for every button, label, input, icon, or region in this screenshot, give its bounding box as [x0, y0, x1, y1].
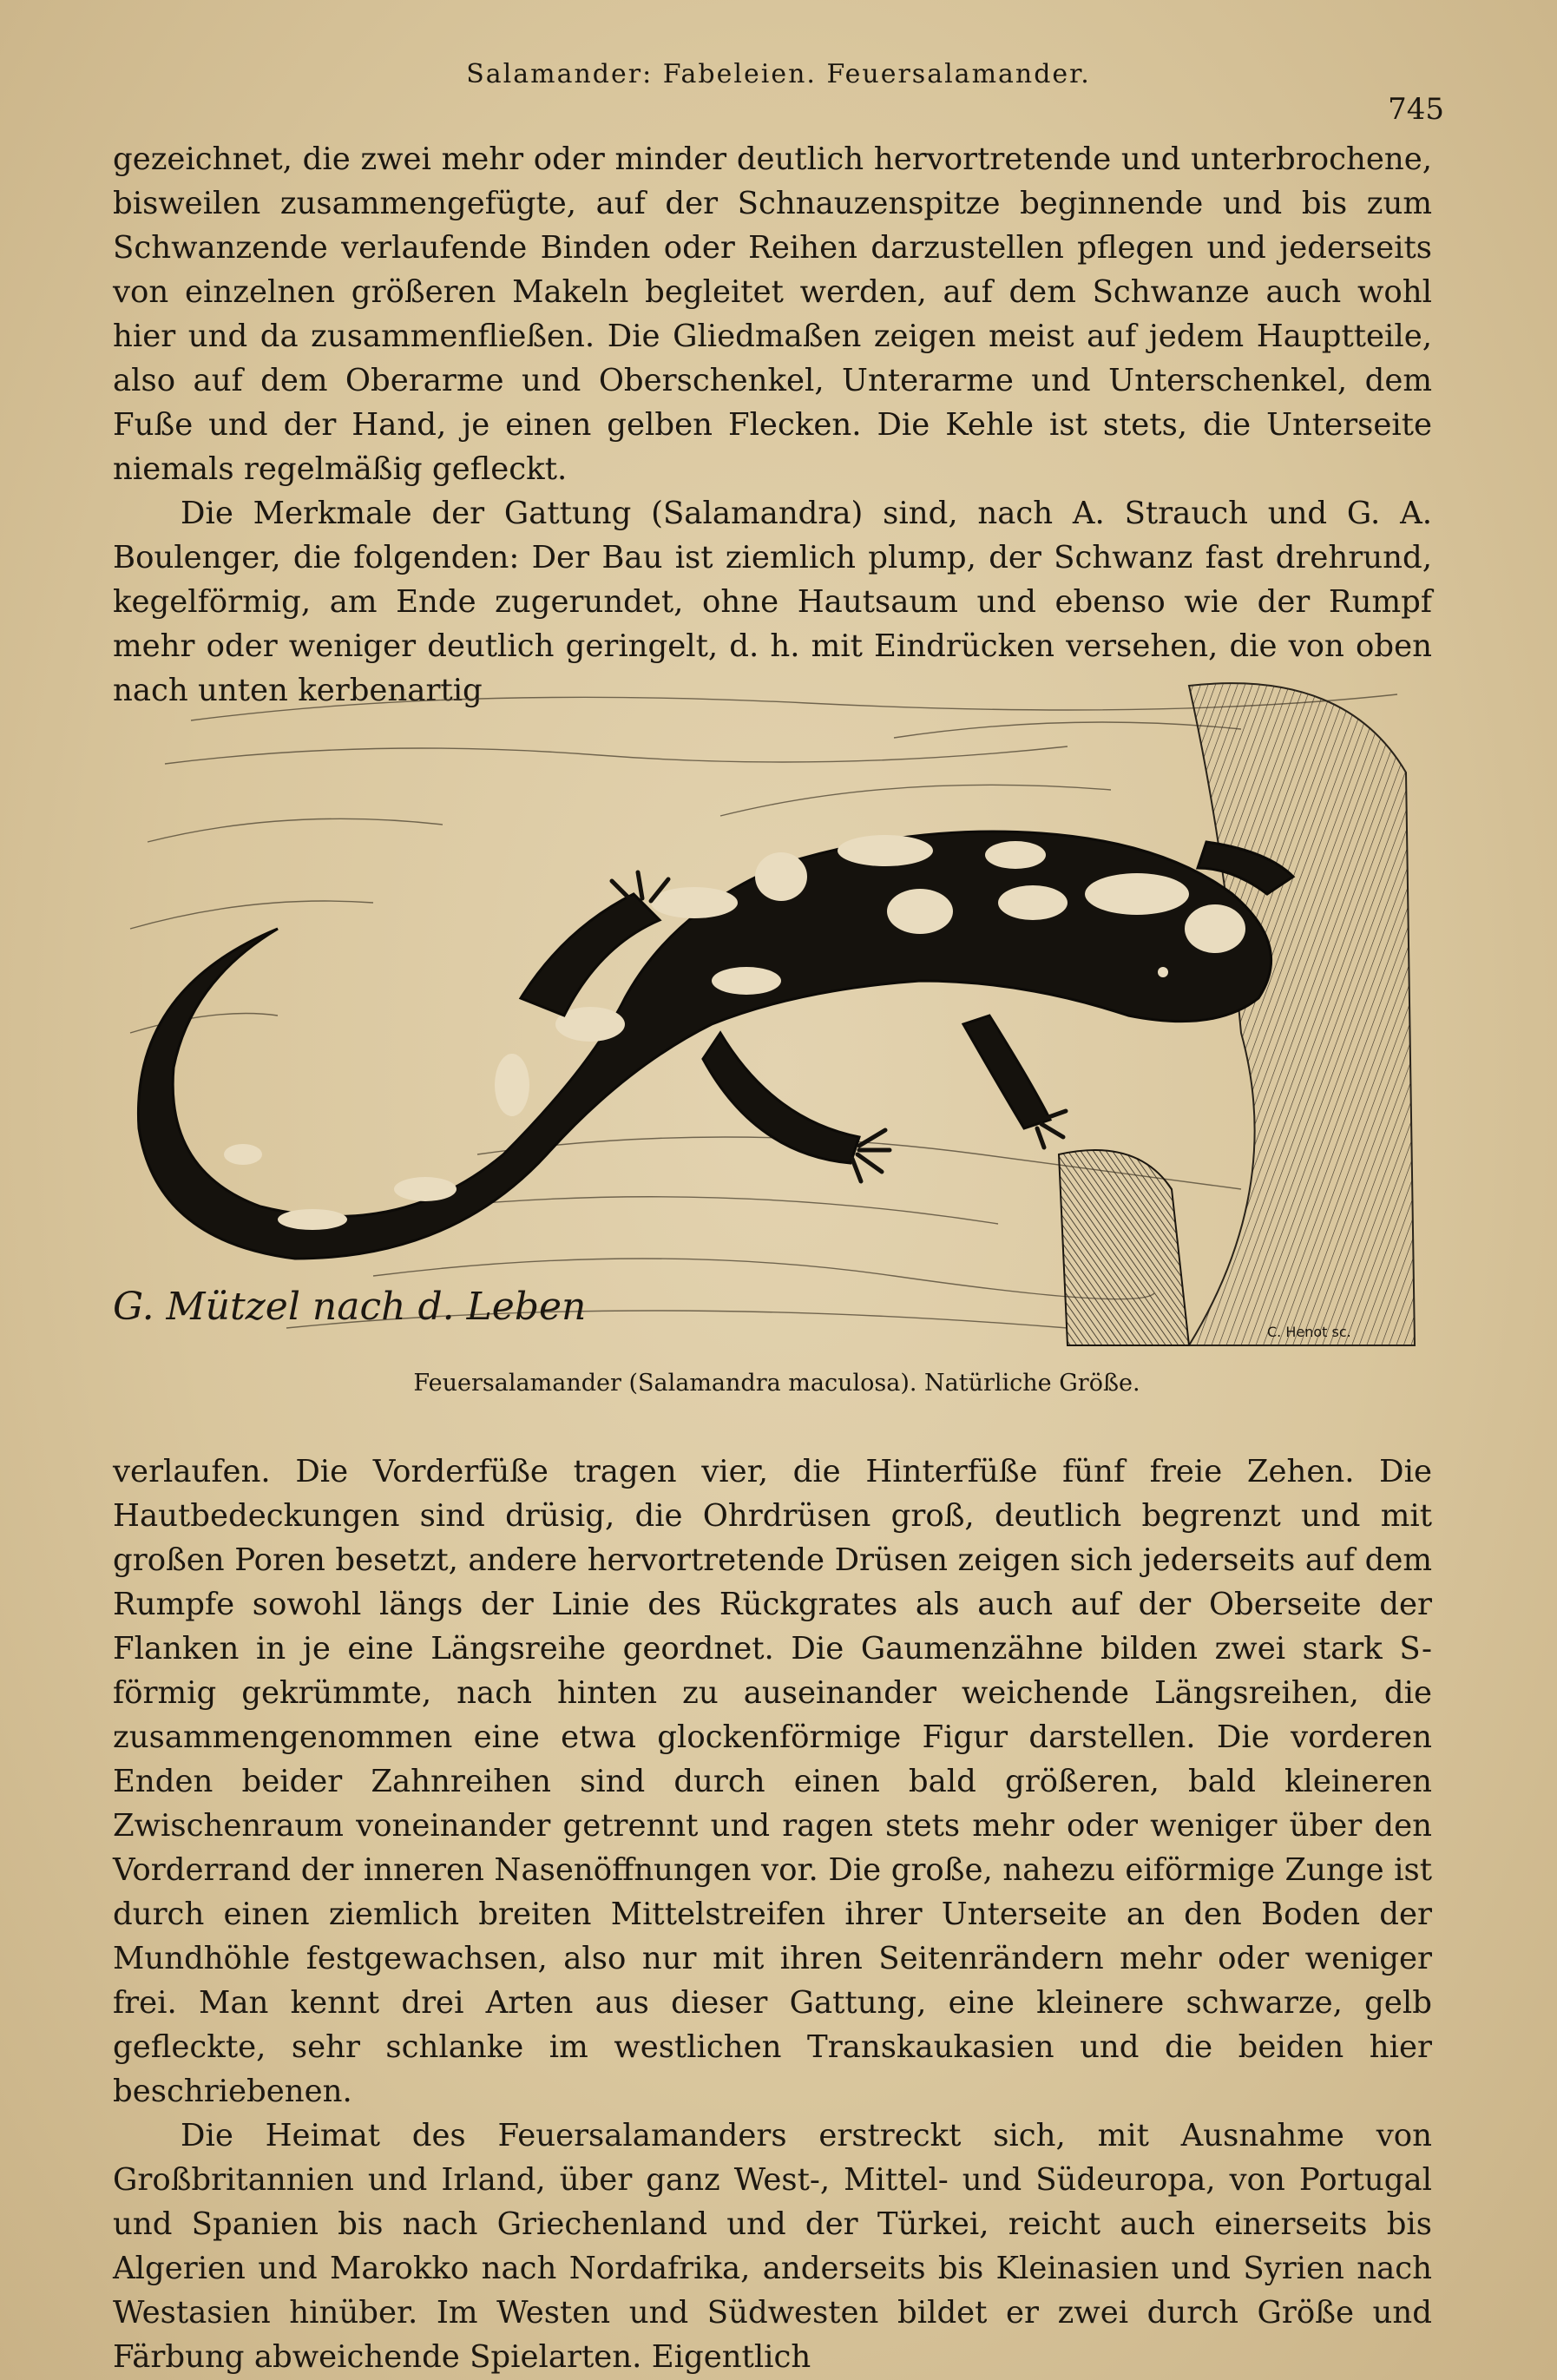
salamander-illustration	[113, 668, 1441, 1397]
body-text-bottom	[113, 1450, 1432, 2379]
paragraph: gezeichnet, die zwei mehr oder minder deutlich hervortretende und unterbrochene, bisweilen zusammengefügte, auf der Schnauzenspitze beginnende und bis zum Schwanzende verlaufende Binden oder Reihen darzustellen pflegen und jederseits von einzelnen größeren Makeln begleitet werden, auf dem Schwanze auch wohl hier und da zusammenfließen. Die Gliedmaßen zeigen meist auf jedem Hauptteile, also auf dem Oberarme und Oberschenkel, Unterarme und Unterschenkel, dem Fuße und der Hand, je einen gelben Flecken. Die Kehle ist stets, die Unterseite niemals regelmäßig gefleckt.	[113, 141, 1432, 487]
page-number: 745	[1388, 92, 1444, 127]
body-text-top	[113, 137, 1432, 713]
engraving-image	[113, 668, 1441, 1363]
figure-caption: Feuersalamander (Salamandra maculosa). Natürliche Größe.	[413, 1370, 1140, 1397]
engraver-signature-right: C. Henot sc.	[1267, 1324, 1351, 1340]
paragraph: Die Heimat des Feuersalamanders erstreckt sich, mit Ausnahme von Großbritannien und Irland, über ganz West-, Mittel- und Südeuropa, von Portugal und Spanien bis nach Griechenland und der Türkei, reicht auch einerseits bis Algerien und Marokko nach Nordafrika, anderseits bis Kleinasien und Syrien nach Westasien hinüber. Im Westen und Südwesten bildet er zwei durch Größe und Färbung abweichende Spielarten. Eigentlich	[113, 2118, 1432, 2375]
running-head: Salamander: Fabeleien. Feuersalamander.	[466, 59, 1091, 89]
paragraph: verlaufen. Die Vorderfüße tragen vier, die Hinterfüße fünf freie Zehen. Die Hautbedeckungen sind drüsig, die Ohrdrüsen groß, deutlich begrenzt und mit großen Poren besetzt, andere hervortretende Drüsen zeigen sich jederseits auf dem Rumpfe sowohl längs der Linie des Rückgrates als auch auf der Oberseite der Flanken in je eine Längsreihe geordnet. Die Gaumenzähne bilden zwei stark S-förmig gekrümmte, nach hinten zu auseinander weichende Längsreihen, die zusammengenommen eine etwa glockenförmige Figur darstellen. Die vorderen Enden beider Zahnreihen sind durch einen bald größeren, bald kleineren Zwischenraum voneinander getrennt und ragen stets mehr oder weniger über den Vorderrand der inneren Nasenöffnungen vor. Die große, nahezu eiförmige Zunge ist durch einen ziemlich breiten Mittelstreifen ihrer Unterseite an den Boden der Mundhöhle festgewachsen, also nur mit ihren Seitenrändern mehr oder weniger frei. Man kennt drei Arten aus dieser Gattung, eine kleinere schwarze, gelb gefleckte, sehr schlanke im westlichen Transkaukasien und die beiden hier beschriebenen.	[113, 1454, 1432, 2109]
page-header	[113, 50, 1444, 127]
paragraph: Die Merkmale der Gattung (Salamandra) sind, nach A. Strauch und G. A. Boulenger, die folgenden: Der Bau ist ziemlich plump, der Schwanz fast drehrund, kegelförmig, am Ende zugerundet, ohne Hautsaum und ebenso wie der Rumpf mehr oder weniger deutlich geringelt, d. h. mit Eindrücken versehen, die von oben nach unten kerbenartig	[113, 496, 1432, 708]
artist-signature-left: G. Mützel nach d. Leben	[113, 1285, 587, 1329]
